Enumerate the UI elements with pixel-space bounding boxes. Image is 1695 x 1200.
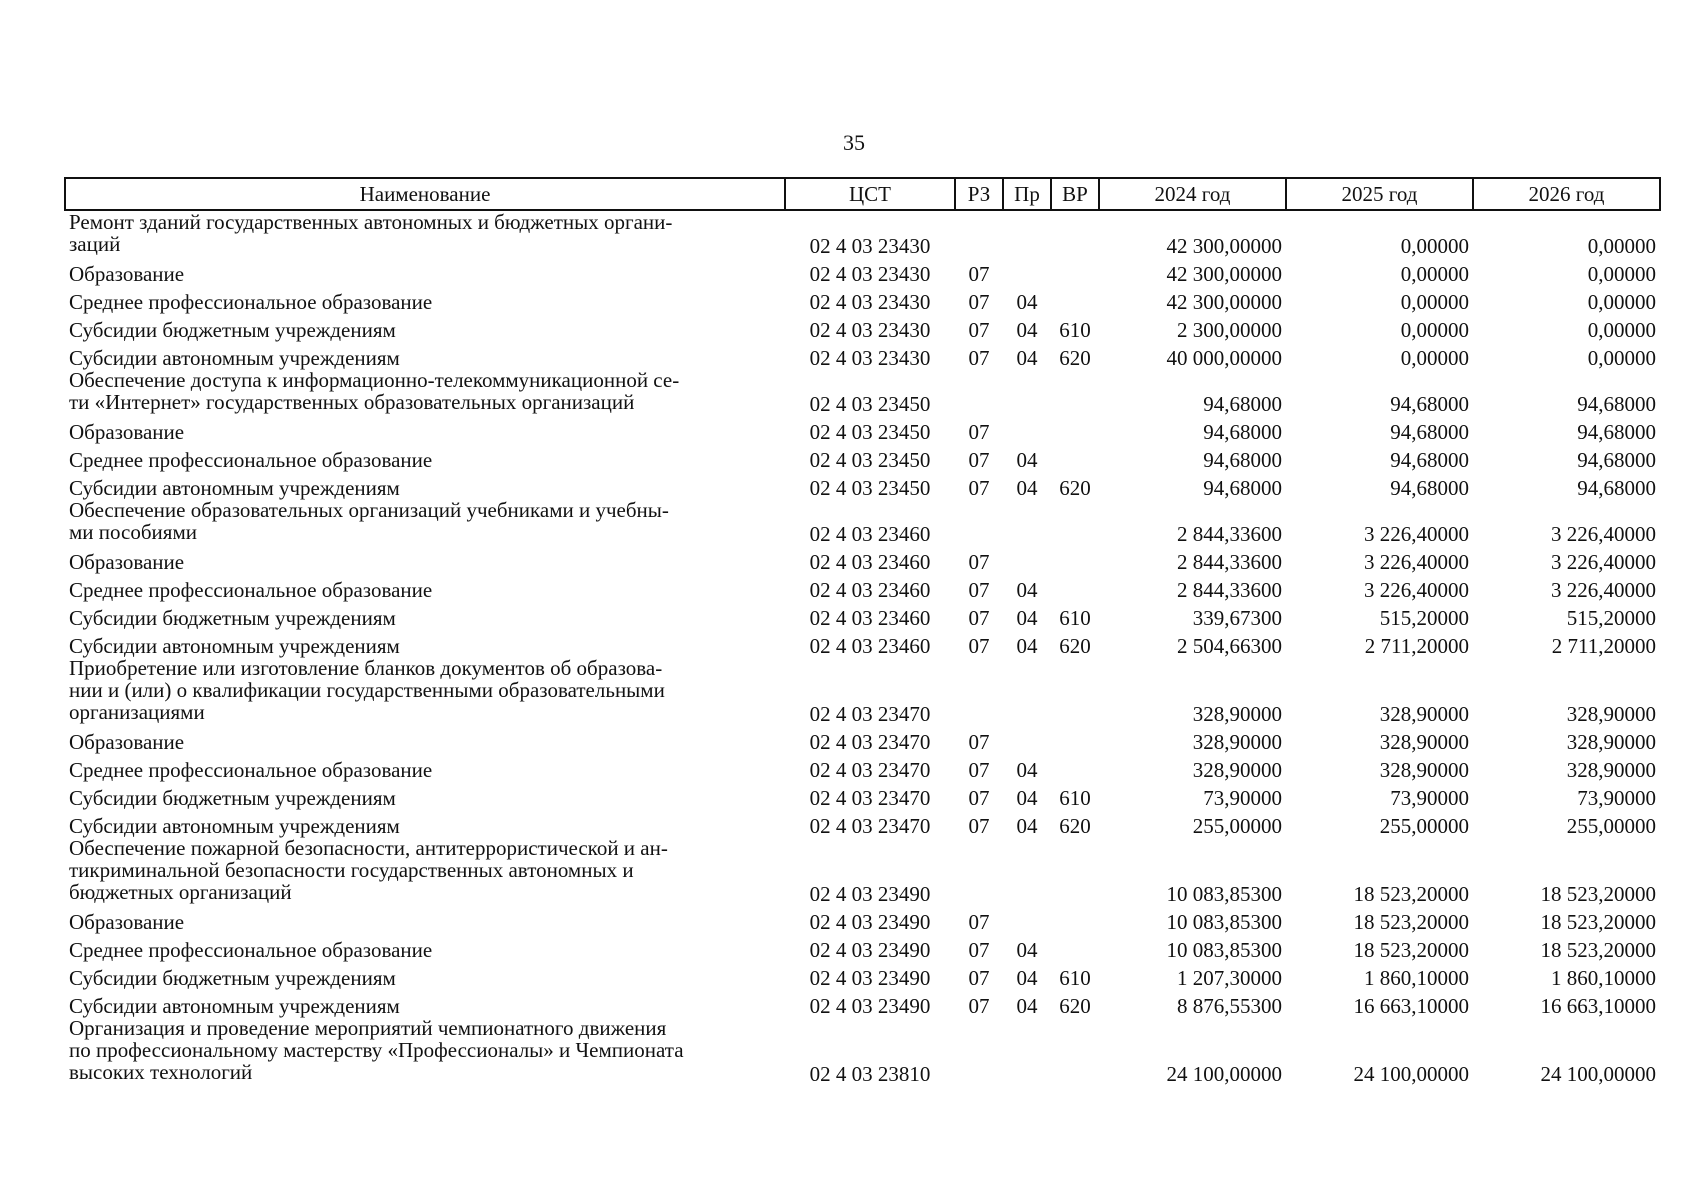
row-amount-2024: 10 083,85300 — [1166, 910, 1282, 934]
row-pr: 04 — [1016, 318, 1038, 342]
table-row — [65, 961, 1660, 989]
row-name: Обеспечение образовательных организаций учебниками и учебны- ми пособиями — [69, 498, 669, 544]
row-pr — [1003, 1017, 1051, 1085]
row-amount-2024: 8 876,55300 — [1177, 994, 1282, 1018]
row-amount-2026: 515,20000 — [1566, 606, 1656, 630]
table-row — [65, 257, 1660, 285]
row-amount-2024: 2 300,00000 — [1177, 318, 1282, 342]
table-row — [65, 210, 1660, 257]
row-amount-2024: 42 300,00000 — [1166, 234, 1282, 258]
row-amount-2024: 40 000,00000 — [1166, 346, 1282, 370]
row-cst: 02 4 03 23490 — [809, 938, 931, 962]
row-amount-2025: 94,68000 — [1390, 420, 1469, 444]
row-rz: 07 — [968, 938, 990, 962]
table-row — [65, 989, 1660, 1017]
row-pr: 04 — [1016, 786, 1038, 810]
header-cst: ЦСТ — [785, 178, 955, 210]
row-amount-2026: 73,90000 — [1577, 786, 1656, 810]
row-amount-2024: 10 083,85300 — [1166, 938, 1282, 962]
header-2025: 2025 год — [1286, 178, 1473, 210]
row-cst: 02 4 03 23490 — [809, 966, 931, 990]
row-rz — [955, 499, 1003, 545]
row-vr — [1051, 369, 1099, 415]
row-pr: 04 — [1016, 814, 1038, 838]
row-name: Субсидии автономным учреждениям — [69, 814, 400, 838]
row-name: Субсидии бюджетным учреждениям — [69, 966, 396, 990]
row-amount-2025: 0,00000 — [1400, 234, 1469, 258]
row-amount-2026: 2 711,20000 — [1551, 634, 1656, 658]
header-rz: РЗ — [955, 178, 1003, 210]
row-name: Приобретение или изготовление бланков документов об образова- нии и (или) о квалификации государственными образовательными организациями — [69, 656, 665, 724]
row-amount-2025: 24 100,00000 — [1353, 1062, 1469, 1086]
table-row — [65, 905, 1660, 933]
row-pr: 04 — [1016, 346, 1038, 370]
row-name: Субсидии автономным учреждениям — [69, 476, 400, 500]
row-amount-2024: 328,90000 — [1192, 730, 1282, 754]
row-name: Субсидии автономным учреждениям — [69, 994, 400, 1018]
row-cst: 02 4 03 23430 — [809, 318, 931, 342]
table-row — [65, 573, 1660, 601]
row-amount-2024: 255,00000 — [1192, 814, 1282, 838]
row-amount-2025: 18 523,20000 — [1353, 938, 1469, 962]
row-amount-2026: 18 523,20000 — [1540, 910, 1656, 934]
row-cst: 02 4 03 23470 — [809, 702, 931, 726]
row-rz: 07 — [968, 634, 990, 658]
row-amount-2025: 2 711,20000 — [1364, 634, 1469, 658]
table-row — [65, 933, 1660, 961]
table-row — [65, 545, 1660, 573]
row-cst: 02 4 03 23450 — [809, 420, 931, 444]
row-vr: 610 — [1059, 786, 1091, 810]
row-rz: 07 — [968, 550, 990, 574]
row-amount-2026: 3 226,40000 — [1551, 522, 1656, 546]
row-amount-2025: 515,20000 — [1379, 606, 1469, 630]
row-cst: 02 4 03 23460 — [809, 522, 931, 546]
table-row — [65, 809, 1660, 837]
row-cst: 02 4 03 23810 — [809, 1062, 931, 1086]
table-row — [65, 471, 1660, 499]
table-row — [65, 369, 1660, 415]
row-name: Обеспечение доступа к информационно-телекоммуникационной се- ти «Интернет» государственных образовательных организаций — [69, 368, 680, 414]
row-amount-2024: 94,68000 — [1203, 476, 1282, 500]
row-pr — [1003, 905, 1051, 933]
row-vr — [1051, 257, 1099, 285]
row-amount-2024: 94,68000 — [1203, 420, 1282, 444]
row-amount-2024: 42 300,00000 — [1166, 290, 1282, 314]
row-rz: 07 — [968, 448, 990, 472]
row-amount-2025: 18 523,20000 — [1353, 882, 1469, 906]
row-cst: 02 4 03 23460 — [809, 634, 931, 658]
row-cst: 02 4 03 23470 — [809, 758, 931, 782]
row-amount-2026: 94,68000 — [1577, 392, 1656, 416]
row-name: Образование — [69, 262, 185, 286]
row-name: Среднее профессиональное образование — [69, 578, 433, 602]
row-pr: 04 — [1016, 578, 1038, 602]
table-row — [65, 285, 1660, 313]
row-amount-2026: 255,00000 — [1566, 814, 1656, 838]
table-header-row — [65, 178, 1660, 210]
row-vr — [1051, 725, 1099, 753]
row-rz — [955, 210, 1003, 257]
row-amount-2024: 2 844,33600 — [1177, 522, 1282, 546]
table-row — [65, 725, 1660, 753]
row-pr: 04 — [1016, 758, 1038, 782]
row-cst: 02 4 03 23430 — [809, 234, 931, 258]
row-pr — [1003, 545, 1051, 573]
row-rz: 07 — [968, 966, 990, 990]
row-amount-2026: 328,90000 — [1566, 702, 1656, 726]
row-pr — [1003, 415, 1051, 443]
row-rz: 07 — [968, 420, 990, 444]
row-rz: 07 — [968, 578, 990, 602]
row-amount-2026: 16 663,10000 — [1540, 994, 1656, 1018]
row-amount-2024: 1 207,30000 — [1177, 966, 1282, 990]
row-amount-2026: 3 226,40000 — [1551, 578, 1656, 602]
row-rz: 07 — [968, 758, 990, 782]
row-vr: 620 — [1059, 634, 1091, 658]
table-row — [65, 753, 1660, 781]
row-amount-2026: 24 100,00000 — [1540, 1062, 1656, 1086]
row-cst: 02 4 03 23450 — [809, 392, 931, 416]
row-rz — [955, 837, 1003, 905]
row-cst: 02 4 03 23490 — [809, 910, 931, 934]
row-pr — [1003, 369, 1051, 415]
row-pr: 04 — [1016, 290, 1038, 314]
row-rz: 07 — [968, 910, 990, 934]
table-row — [65, 781, 1660, 809]
row-name: Субсидии бюджетным учреждениям — [69, 606, 396, 630]
row-amount-2026: 1 860,10000 — [1551, 966, 1656, 990]
row-rz: 07 — [968, 786, 990, 810]
row-cst: 02 4 03 23470 — [809, 814, 931, 838]
row-pr: 04 — [1016, 938, 1038, 962]
row-amount-2026: 3 226,40000 — [1551, 550, 1656, 574]
row-rz: 07 — [968, 606, 990, 630]
row-amount-2025: 328,90000 — [1379, 702, 1469, 726]
row-vr — [1051, 657, 1099, 725]
row-pr: 04 — [1016, 966, 1038, 990]
row-name: Субсидии автономным учреждениям — [69, 346, 400, 370]
row-amount-2025: 73,90000 — [1390, 786, 1469, 810]
row-amount-2024: 24 100,00000 — [1166, 1062, 1282, 1086]
row-cst: 02 4 03 23450 — [809, 476, 931, 500]
row-amount-2024: 328,90000 — [1192, 758, 1282, 782]
row-amount-2025: 94,68000 — [1390, 476, 1469, 500]
row-vr: 620 — [1059, 476, 1091, 500]
row-name: Среднее профессиональное образование — [69, 938, 433, 962]
row-pr — [1003, 257, 1051, 285]
row-amount-2024: 2 844,33600 — [1177, 578, 1282, 602]
row-amount-2026: 0,00000 — [1587, 262, 1656, 286]
row-amount-2026: 0,00000 — [1587, 346, 1656, 370]
row-amount-2024: 10 083,85300 — [1166, 882, 1282, 906]
row-amount-2026: 0,00000 — [1587, 318, 1656, 342]
row-name: Среднее профессиональное образование — [69, 290, 433, 314]
row-amount-2026: 94,68000 — [1577, 448, 1656, 472]
row-amount-2025: 255,00000 — [1379, 814, 1469, 838]
row-vr: 620 — [1059, 346, 1091, 370]
row-name: Образование — [69, 730, 185, 754]
row-rz — [955, 1017, 1003, 1085]
header-vr: ВР — [1051, 178, 1099, 210]
row-vr — [1051, 499, 1099, 545]
row-name: Среднее профессиональное образование — [69, 448, 433, 472]
row-amount-2025: 3 226,40000 — [1364, 550, 1469, 574]
row-cst: 02 4 03 23470 — [809, 730, 931, 754]
row-pr: 04 — [1016, 606, 1038, 630]
row-amount-2024: 339,67300 — [1192, 606, 1282, 630]
row-rz: 07 — [968, 318, 990, 342]
row-name: Среднее профессиональное образование — [69, 758, 433, 782]
row-name: Образование — [69, 550, 185, 574]
row-cst: 02 4 03 23490 — [809, 994, 931, 1018]
row-vr: 620 — [1059, 814, 1091, 838]
row-cst: 02 4 03 23450 — [809, 448, 931, 472]
table-body — [65, 210, 1660, 1085]
row-rz: 07 — [968, 994, 990, 1018]
row-cst: 02 4 03 23430 — [809, 290, 931, 314]
row-vr: 610 — [1059, 966, 1091, 990]
row-cst: 02 4 03 23460 — [809, 550, 931, 574]
row-amount-2025: 0,00000 — [1400, 262, 1469, 286]
row-name: Образование — [69, 420, 185, 444]
row-amount-2025: 3 226,40000 — [1364, 578, 1469, 602]
row-vr — [1051, 933, 1099, 961]
row-amount-2024: 42 300,00000 — [1166, 262, 1282, 286]
row-amount-2024: 73,90000 — [1203, 786, 1282, 810]
row-rz: 07 — [968, 290, 990, 314]
row-pr — [1003, 499, 1051, 545]
table-row — [65, 601, 1660, 629]
row-cst: 02 4 03 23490 — [809, 882, 931, 906]
row-amount-2026: 94,68000 — [1577, 476, 1656, 500]
row-amount-2024: 94,68000 — [1203, 392, 1282, 416]
row-pr: 04 — [1016, 476, 1038, 500]
row-name: Организация и проведение мероприятий чемпионатного движения по профессиональному мастерству «Профессионалы» и Чемпионата высоких технологий — [69, 1016, 684, 1084]
row-pr: 04 — [1016, 634, 1038, 658]
header-2024: 2024 год — [1099, 178, 1286, 210]
row-rz: 07 — [968, 262, 990, 286]
table-row — [65, 657, 1660, 725]
table-row — [65, 443, 1660, 471]
row-amount-2025: 94,68000 — [1390, 448, 1469, 472]
row-amount-2025: 94,68000 — [1390, 392, 1469, 416]
row-amount-2025: 328,90000 — [1379, 730, 1469, 754]
row-name: Субсидии бюджетным учреждениям — [69, 786, 396, 810]
row-rz: 07 — [968, 346, 990, 370]
budget-table — [64, 177, 1661, 1085]
row-pr: 04 — [1016, 994, 1038, 1018]
table-row — [65, 837, 1660, 905]
row-cst: 02 4 03 23460 — [809, 578, 931, 602]
row-name: Образование — [69, 910, 185, 934]
row-vr — [1051, 285, 1099, 313]
row-rz — [955, 369, 1003, 415]
row-vr — [1051, 837, 1099, 905]
table-row — [65, 629, 1660, 657]
row-amount-2026: 328,90000 — [1566, 730, 1656, 754]
row-vr — [1051, 905, 1099, 933]
row-cst: 02 4 03 23430 — [809, 346, 931, 370]
row-amount-2025: 16 663,10000 — [1353, 994, 1469, 1018]
table-row — [65, 499, 1660, 545]
row-amount-2025: 0,00000 — [1400, 346, 1469, 370]
header-pr: Пр — [1003, 178, 1051, 210]
row-vr — [1051, 415, 1099, 443]
row-amount-2026: 18 523,20000 — [1540, 938, 1656, 962]
row-amount-2024: 2 504,66300 — [1177, 634, 1282, 658]
row-amount-2024: 94,68000 — [1203, 448, 1282, 472]
row-vr — [1051, 443, 1099, 471]
row-name: Обеспечение пожарной безопасности, антитеррористической и ан- тикриминальной безопасности государственных автономных и бюджетных организаций — [69, 836, 668, 904]
row-vr: 610 — [1059, 606, 1091, 630]
row-vr: 610 — [1059, 318, 1091, 342]
row-pr — [1003, 725, 1051, 753]
row-name: Ремонт зданий государственных автономных и бюджетных органи- заций — [69, 210, 673, 256]
row-cst: 02 4 03 23460 — [809, 606, 931, 630]
table-row — [65, 1017, 1660, 1085]
row-amount-2025: 0,00000 — [1400, 290, 1469, 314]
row-pr — [1003, 210, 1051, 257]
row-amount-2026: 328,90000 — [1566, 758, 1656, 782]
row-amount-2025: 3 226,40000 — [1364, 522, 1469, 546]
row-amount-2026: 0,00000 — [1587, 234, 1656, 258]
row-amount-2026: 94,68000 — [1577, 420, 1656, 444]
row-amount-2024: 328,90000 — [1192, 702, 1282, 726]
row-amount-2025: 1 860,10000 — [1364, 966, 1469, 990]
row-rz: 07 — [968, 814, 990, 838]
table-row — [65, 415, 1660, 443]
row-amount-2025: 18 523,20000 — [1353, 910, 1469, 934]
page-number: 35 — [843, 130, 865, 155]
row-amount-2025: 328,90000 — [1379, 758, 1469, 782]
row-vr — [1051, 210, 1099, 257]
row-amount-2026: 0,00000 — [1587, 290, 1656, 314]
row-pr — [1003, 837, 1051, 905]
row-amount-2025: 0,00000 — [1400, 318, 1469, 342]
table-row — [65, 341, 1660, 369]
row-name: Субсидии бюджетным учреждениям — [69, 318, 396, 342]
row-vr — [1051, 545, 1099, 573]
header-2026: 2026 год — [1473, 178, 1660, 210]
row-cst: 02 4 03 23430 — [809, 262, 931, 286]
row-vr — [1051, 573, 1099, 601]
row-vr — [1051, 1017, 1099, 1085]
row-rz: 07 — [968, 730, 990, 754]
header-name: Наименование — [65, 178, 785, 210]
row-cst: 02 4 03 23470 — [809, 786, 931, 810]
row-amount-2024: 2 844,33600 — [1177, 550, 1282, 574]
row-amount-2026: 18 523,20000 — [1540, 882, 1656, 906]
row-rz: 07 — [968, 476, 990, 500]
row-pr: 04 — [1016, 448, 1038, 472]
row-pr — [1003, 657, 1051, 725]
row-vr: 620 — [1059, 994, 1091, 1018]
row-rz — [955, 657, 1003, 725]
row-vr — [1051, 753, 1099, 781]
row-name: Субсидии автономным учреждениям — [69, 634, 400, 658]
table-row — [65, 313, 1660, 341]
